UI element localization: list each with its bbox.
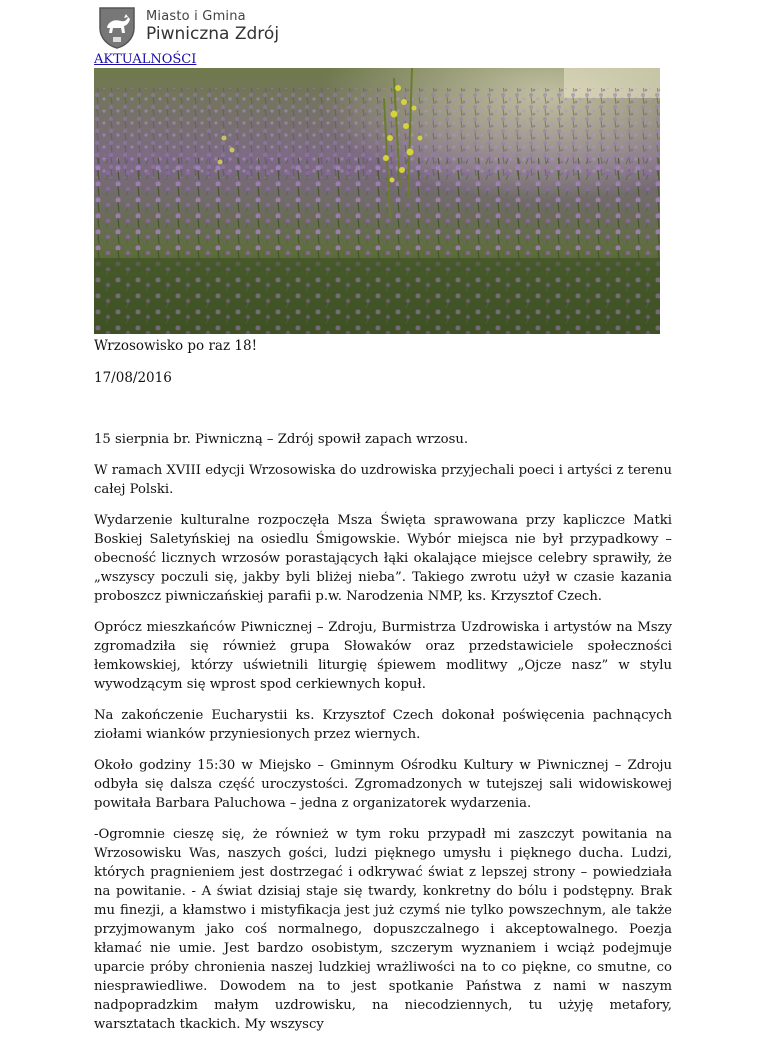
article-date: 17/08/2016 — [94, 370, 172, 386]
logo-line-1: Miasto i Gmina — [146, 8, 246, 24]
article-paragraph: Oprócz mieszkańców Piwnicznej – Zdroju, Burmistrza Uzdrowiska i artystów na Mszy zgromadziła się również grupa Słowaków oraz przedstawiciele społeczności łemkowskiej, którzy uświetnili liturgię śpiewem modlitwy „Ojcze nasz” w stylu wywodzącym się wprost spod cerkiewnych kopuł. — [94, 620, 672, 692]
article-paragraph: Wydarzenie kulturalne rozpoczęła Msza Święta sprawowana przy kapliczce Matki Boskiej Saletyńskiej na osiedlu Śmigowskie. Wybór miejsca nie był przypadkowy – obecność licznych wrzosów porastających łąki okalające miejsce celebry sprawiły, że „wszyscy poczuli się, jakby byli bliżej nieba”. Takiego zwrotu użył w czasie kazania proboszcz piwniczańskiej parafii p.w. Narodzenia NMP, ks. Krzysztof Czech. — [94, 513, 672, 604]
town-crest-icon — [94, 4, 140, 50]
article-paragraph: 15 sierpnia br. Piwniczną – Zdrój spowił zapach wrzosu. — [94, 432, 469, 447]
article-paragraph: Na zakończenie Eucharystii ks. Krzysztof Czech dokonał poświęcenia pachnących ziołami wianków przyniesionych przez wiernych. — [94, 708, 672, 742]
site-logo[interactable] — [94, 2, 279, 52]
article-paragraph: Około godziny 15:30 w Miejsko – Gminnym Ośrodku Kultury w Piwnicznej – Zdroju odbyła się dalsza część uroczystości. Zgromadzonych w tutejszej sali widowiskowej powitała Barbara Paluchowa – jedna z organizatorek wydarzenia. — [94, 758, 672, 811]
article-title: Wrzosowisko po raz 18! — [94, 338, 257, 354]
article-body — [94, 430, 672, 1046]
news-section-link[interactable]: AKTUALNOŚCI — [94, 52, 197, 67]
article-paragraph: -Ogromnie cieszę się, że również w tym roku przypadł mi zaszczyt powitania na Wrzosowisku Was, naszych gości, ludzi pięknego umysłu i pięknego ducha. Ludzi, których pragnieniem jest dostrzegać i odkrywać świat z lepszej strony – powiedziała na powitanie. - A świat dzisiaj staje się twardy, konkretny do bólu i podstępny. Brak mu finezji, a kłamstwo i mistyfikacja jest już czymś nie tylko powszechnym, ale także przyjmowanym jako coś normalnego, dopuszczalnego i akceptowalnego. Poezja kłamać nie umie. Jest bardzo osobistym, szczerym wyznaniem i wciąż podejmuje uparcie próby chronienia naszej ludzkiej wrażliwości na to co piękne, co smutne, co niesprawiedliwe. Dowodem na to jest spotkanie Państwa z nami w naszym nadpopradzkim małym uzdrowisku, na niecodziennych, tu użyję metafory, warsztatach tkackich. My wszyscy — [94, 827, 672, 1032]
article-photo-heather — [94, 68, 660, 334]
article-paragraph: W ramach XVIII edycji Wrzosowiska do uzdrowiska przyjechali poeci i artyści z terenu całej Polski. — [94, 463, 672, 497]
logo-line-2: Piwniczna Zdrój — [146, 23, 280, 44]
